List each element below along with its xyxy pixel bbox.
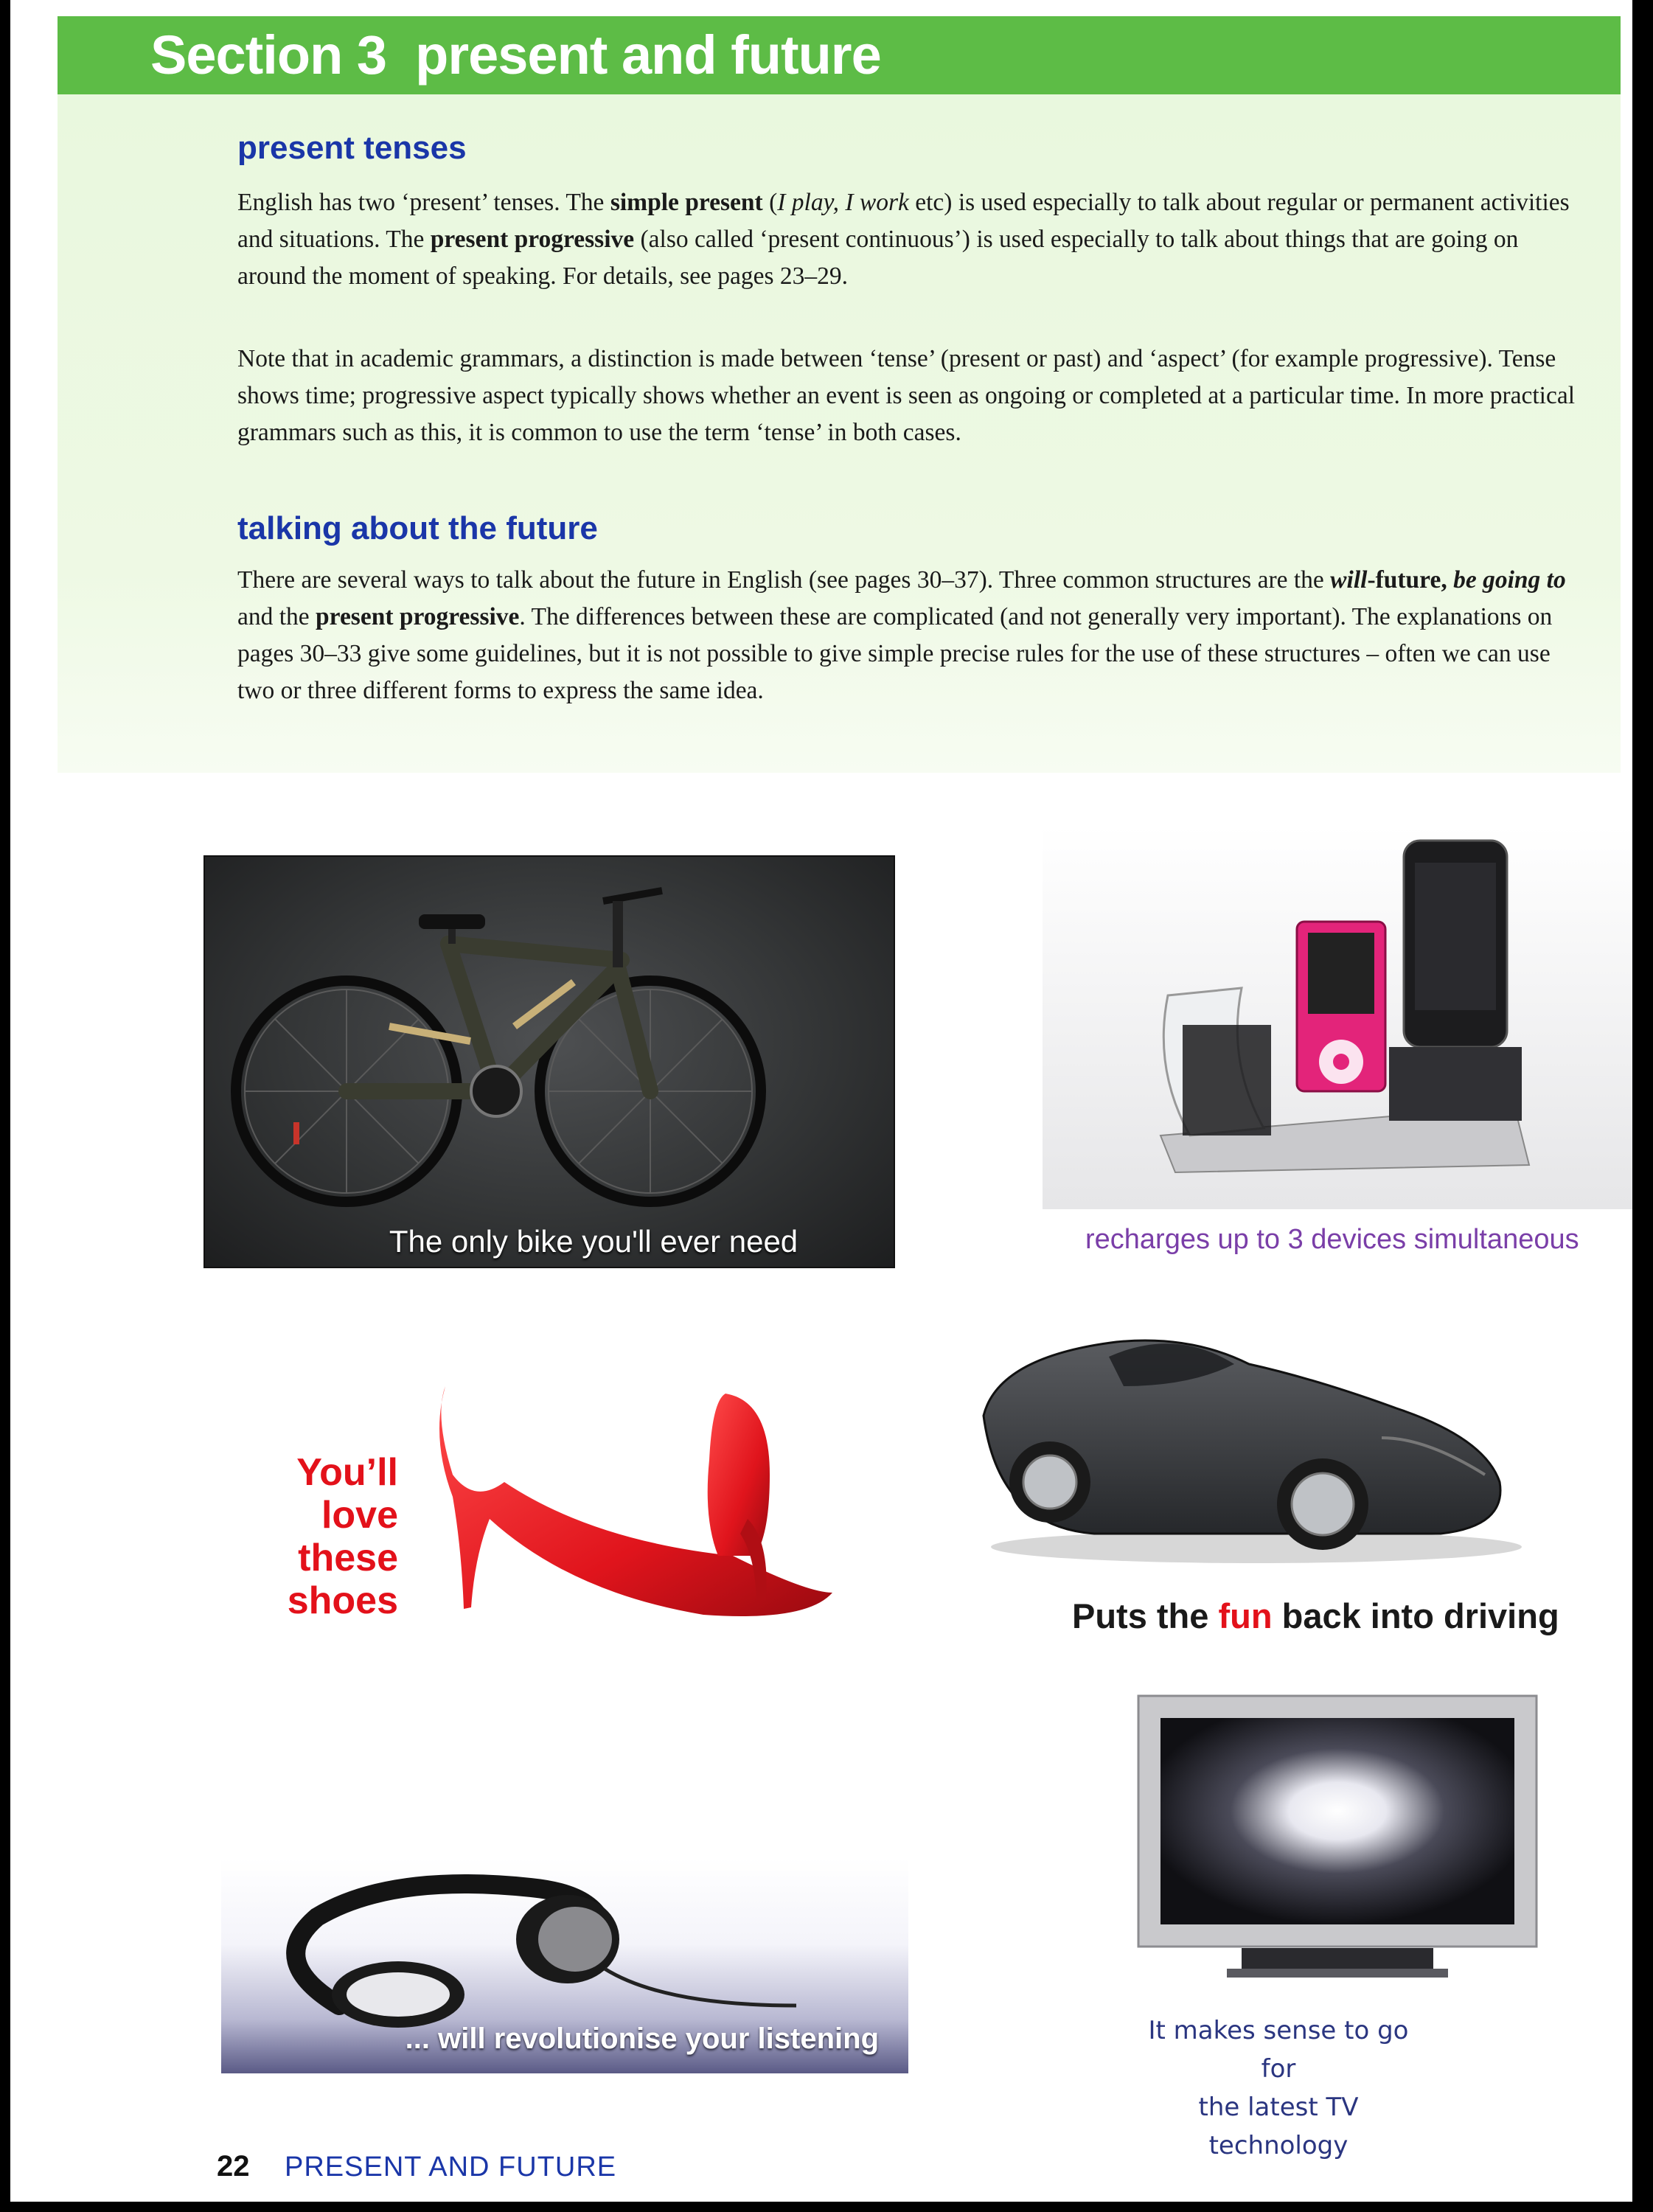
shoes-line-1: You’ll (296, 1451, 398, 1494)
footer-running-title: PRESENT AND FUTURE (285, 2152, 617, 2183)
tv-caption-line-2: the latest TV technology (1198, 2093, 1359, 2160)
car-ad-photo (969, 1312, 1529, 1571)
charger-ad-caption: recharges up to 3 devices simultaneous (1085, 1224, 1579, 1255)
present-tenses-paragraph-1: English has two ‘present’ tenses. The simple present (I play, I work etc) is used especially to talk about regular or permanent activities and situations. The present progressive (also called ‘present continuous’) is used especially to talk about things that are going on around the moment of speaking. For details, see pages 23–29. (237, 189, 1570, 290)
page-number: 22 (217, 2150, 250, 2183)
headphones-ad-caption: ... will revolutionise your listening (405, 2023, 879, 2055)
future-paragraph: There are several ways to talk about the future in English (see pages 30–37). Three common structures are the will-future, be going to and the present progressive. The differences between these are complicated (and not generally very important). The explanations on pages 30–33 give some guidelines, but it is not possible to give simple precise rules for the use of these structures – often we can use two or three different forms to express the same idea. (237, 566, 1566, 704)
bike-ad-caption: The only bike you'll ever need (389, 1224, 798, 1259)
shoes-ad-text (254, 1451, 398, 1622)
tv-caption-line-1: It makes sense to go for (1148, 2016, 1409, 2084)
section-title: present and future (415, 24, 881, 86)
sports-car-illustration (969, 1312, 1529, 1571)
section-label: Section 3 (150, 24, 386, 86)
charger-ad-photo (1043, 826, 1632, 1209)
heading-present-tenses: present tenses (237, 130, 467, 166)
heading-talking-about-future: talking about the future (237, 510, 598, 546)
textbook-page (10, 0, 1632, 2202)
car-caption-start: Puts the (1072, 1596, 1219, 1635)
tv-illustration (1131, 1681, 1544, 1991)
present-tenses-paragraph-2: Note that in academic grammars, a distinction is made between ‘tense’ (present or past) and ‘aspect’ (for example progressive). Tense shows time; progressive aspect typically shows whether an event is seen as ongoing or completed at a particular time. In more practical grammars such as this, it is common to use the term ‘tense’ in both cases. (237, 345, 1576, 446)
headphones-ad-photo (221, 1858, 908, 2073)
charger-illustration (1043, 826, 1632, 1209)
shoes-line-2: love (321, 1494, 398, 1537)
headphones-illustration (221, 1858, 908, 2035)
car-caption-end: back into driving (1272, 1596, 1559, 1635)
section-header-title (150, 16, 881, 94)
car-ad-caption (1072, 1596, 1559, 1636)
bike-illustration (205, 857, 894, 1267)
shoes-line-4: shoes (287, 1579, 398, 1622)
tv-ad-photo (1131, 1681, 1544, 1991)
tv-ad-caption (1131, 2011, 1426, 2165)
shoes-ad-photo (423, 1371, 851, 1622)
bike-ad-photo (203, 855, 895, 1268)
red-shoes-illustration (423, 1371, 851, 1622)
car-caption-fun: fun (1218, 1596, 1273, 1635)
shoes-line-3: these (298, 1537, 398, 1579)
